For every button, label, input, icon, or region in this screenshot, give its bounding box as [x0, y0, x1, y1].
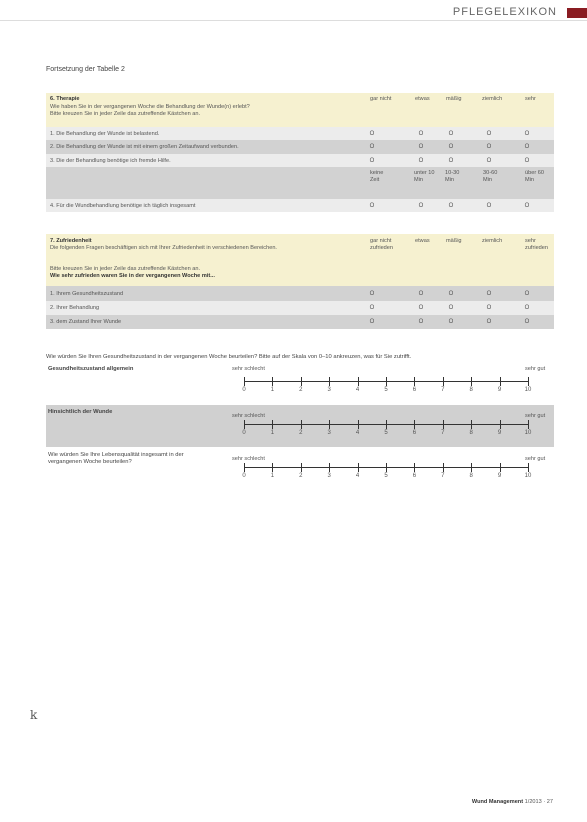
scale-number: 5 [384, 473, 388, 479]
scale-number: 8 [469, 473, 473, 479]
answer-circle[interactable]: O [369, 305, 375, 311]
scale-tick[interactable] [500, 377, 501, 386]
scale-number: 6 [412, 387, 417, 393]
row-label: 1. Die Behandlung der Wunde ist belastend. [50, 130, 160, 137]
scale-tick[interactable] [414, 420, 415, 429]
row-label: 3. dem Zustand Ihrer Wunde [50, 319, 122, 325]
scale-tick[interactable] [414, 377, 415, 386]
scale-tick[interactable] [471, 420, 472, 429]
answer-circle[interactable]: O [369, 202, 375, 209]
section-satisfaction [46, 234, 554, 329]
section-therapy-instruction: Bitte kreuzen Sie in jeder Zeile das zutreffende Kästchen an. [50, 111, 201, 117]
answer-circle[interactable]: O [524, 157, 530, 164]
scale-number: 7 [441, 387, 445, 393]
scale-number: 9 [497, 473, 502, 479]
scale-number: 0 [242, 473, 246, 479]
col-header: gar nicht zufrieden [370, 238, 394, 251]
scale-question: Wie würden Sie Ihre Lebensqualität insgesamt in der vergangenen Woche beurteilen? [48, 452, 184, 465]
answer-circle[interactable]: O [486, 305, 492, 311]
row-label: 2. Die Behandlung der Wunde ist mit einem großen Zeitaufwand verbunden. [50, 144, 239, 150]
scale-tick[interactable] [272, 463, 273, 472]
scale-number: 8 [469, 387, 473, 393]
scale-tick[interactable] [414, 463, 415, 472]
section-satisfaction-question: Wie sehr zufrieden waren Sie in der vergangenen Woche mit... [50, 273, 215, 279]
section-satisfaction-intro: Die folgenden Fragen beschäftigen sich mit Ihrer Zufriedenheit in verschiedenen Bereichen. [50, 245, 277, 251]
scale-tick[interactable] [329, 420, 330, 429]
col-header: ziemlich [482, 96, 503, 102]
time-header-row [46, 167, 554, 199]
row-label: 1. Ihrem Gesundheitszustand [50, 290, 124, 297]
answer-circle[interactable]: O [418, 144, 424, 150]
scale-question: Hinsichtlich der Wunde [48, 409, 113, 415]
scale-tick[interactable] [443, 420, 444, 429]
col-header: sehr [525, 96, 536, 102]
scale-number: 1 [270, 387, 275, 393]
time-col-header: keine Zeit [370, 170, 384, 183]
scale-tick[interactable] [500, 463, 501, 472]
header-color-tab [567, 8, 587, 18]
scale-tick[interactable] [272, 420, 273, 429]
footer-journal: Wund Management [471, 799, 524, 805]
scale-high-anchor: sehr gut [525, 456, 546, 462]
answer-circle[interactable]: O [448, 130, 454, 137]
scale-tick[interactable] [244, 463, 245, 472]
scale-number: 10 [524, 387, 532, 393]
table-row [46, 286, 554, 301]
col-header: etwas [415, 96, 430, 102]
page-footer [472, 799, 553, 805]
scale-question: Gesundheitszustand allgemein [48, 366, 134, 372]
scale-number: 8 [469, 430, 473, 436]
scale-number: 7 [441, 430, 445, 436]
answer-circle[interactable]: O [486, 130, 492, 137]
scale-number: 1 [270, 430, 275, 436]
scale-number: 3 [327, 387, 331, 393]
scale-tick[interactable] [358, 377, 359, 386]
footer-page-number: 27 [546, 799, 553, 805]
scale-tick[interactable] [244, 377, 245, 386]
col-header: sehr zufrieden [525, 238, 549, 251]
scale-tick[interactable] [329, 377, 330, 386]
scale-tick[interactable] [528, 377, 529, 386]
answer-circle[interactable]: O [524, 305, 530, 311]
scale-tick[interactable] [471, 463, 472, 472]
col-header: ziemlich [482, 238, 503, 244]
scale-number: 10 [524, 473, 532, 479]
answer-circle[interactable]: O [524, 144, 530, 150]
answer-circle[interactable]: O [369, 144, 375, 150]
answer-circle[interactable]: O [418, 202, 424, 209]
col-header: mäßig [446, 96, 462, 102]
scale-number: 2 [299, 430, 303, 436]
scale-tick[interactable] [528, 463, 529, 472]
answer-circle[interactable]: O [486, 319, 492, 325]
scale-number: 4 [355, 387, 360, 393]
scale-low-anchor: sehr schlecht [232, 366, 265, 372]
scale-intro-text: Wie würden Sie Ihren Gesundheitszustand in der vergangenen Woche beurteilen? Bitte auf der Skala von 0–10 ankreuzen, was für Sie zutrifft. [46, 354, 412, 360]
answer-circle[interactable]: O [448, 157, 454, 164]
answer-circle[interactable]: O [524, 290, 530, 297]
scale-high-anchor: sehr gut [525, 413, 546, 419]
answer-circle[interactable]: O [418, 319, 424, 325]
scale-tick[interactable] [358, 420, 359, 429]
scale-tick[interactable] [272, 377, 273, 386]
answer-circle[interactable]: O [418, 130, 424, 137]
journal-section-title: PFLEGELEXIKON [452, 6, 557, 18]
scale-number: 5 [384, 387, 388, 393]
col-header: gar nicht [370, 96, 392, 102]
answer-circle[interactable]: O [524, 130, 530, 137]
section-therapy-question: Wie haben Sie in der vergangenen Woche die Behandlung der Wunde(n) erlebt? [50, 104, 250, 110]
scale-tick[interactable] [244, 420, 245, 429]
scale-number: 9 [497, 430, 502, 436]
answer-circle[interactable]: O [486, 157, 492, 164]
row-label: 4. Für die Wundbehandlung benötige ich täglich insgesamt [50, 202, 196, 209]
section-satisfaction-title: 7. Zufriedenheit [50, 238, 92, 244]
scale-low-anchor: sehr schlecht [232, 456, 265, 462]
answer-circle[interactable]: O [524, 319, 530, 325]
scale-general-health [46, 362, 554, 404]
header-rule [0, 20, 587, 21]
col-header: mäßig [446, 238, 462, 244]
answer-circle[interactable]: O [486, 290, 492, 297]
scale-tick[interactable] [386, 420, 387, 429]
scale-tick[interactable] [301, 377, 302, 386]
time-col-header: unter 10 Min [414, 170, 435, 183]
scale-number: 1 [270, 473, 275, 479]
scale-number: 5 [384, 430, 388, 436]
table-row [46, 315, 554, 329]
scale-low-anchor: sehr schlecht [232, 413, 265, 419]
scale-number: 3 [327, 473, 331, 479]
section-therapy-title: 6. Therapie [50, 96, 80, 102]
row-label: 2. Ihrer Behandlung [50, 305, 100, 311]
scale-number: 2 [299, 387, 303, 393]
time-col-header: 10-30 Min [445, 170, 460, 183]
section-satisfaction-instruction: Bitte kreuzen Sie in jeder Zeile das zutreffende Kästchen an. [50, 266, 201, 272]
footer-issue: 1/2013 [524, 799, 542, 805]
answer-circle[interactable]: O [448, 202, 454, 209]
answer-circle[interactable]: O [448, 144, 454, 150]
scale-number: 6 [412, 430, 417, 436]
table-row [46, 154, 554, 167]
scale-tick[interactable] [329, 463, 330, 472]
answer-circle[interactable]: O [369, 157, 375, 164]
scale-quality-of-life [46, 448, 554, 490]
scale-tick[interactable] [358, 463, 359, 472]
handwritten-margin-mark: k [30, 708, 38, 722]
answer-circle[interactable]: O [418, 290, 424, 297]
scale-tick[interactable] [443, 377, 444, 386]
scale-number: 4 [355, 473, 360, 479]
row-label: 3. Die der Behandlung benötige ich fremde Hilfe. [50, 157, 171, 164]
scale-tick[interactable] [301, 420, 302, 429]
answer-circle[interactable]: O [448, 305, 454, 311]
answer-circle[interactable]: O [448, 290, 454, 297]
answer-circle[interactable]: O [369, 290, 375, 297]
answer-circle[interactable]: O [418, 157, 424, 164]
scale-tick[interactable] [500, 420, 501, 429]
scale-tick[interactable] [528, 420, 529, 429]
scale-number: 2 [299, 473, 303, 479]
scale-tick[interactable] [443, 463, 444, 472]
scale-number: 4 [355, 430, 360, 436]
time-col-header: über 60 Min [525, 170, 544, 183]
time-col-header: 30-60 Min [483, 170, 498, 183]
table-row [46, 140, 554, 154]
scale-wound [46, 405, 554, 447]
col-header: etwas [415, 238, 430, 244]
answer-circle[interactable]: O [369, 130, 375, 137]
answer-circle[interactable]: O [524, 202, 530, 209]
table-row [46, 127, 554, 140]
answer-circle[interactable]: O [448, 319, 454, 325]
section-satisfaction-header [46, 234, 554, 286]
answer-circle[interactable]: O [418, 305, 424, 311]
section-therapy-header [46, 93, 554, 127]
scale-tick[interactable] [301, 463, 302, 472]
scale-number: 0 [242, 430, 246, 436]
scale-tick[interactable] [386, 377, 387, 386]
scale-number: 10 [524, 430, 532, 436]
footer-separator: · [543, 799, 546, 805]
section-therapy [46, 93, 554, 212]
answer-circle[interactable]: O [369, 319, 375, 325]
scale-high-anchor: sehr gut [525, 366, 546, 372]
scale-number: 7 [441, 473, 445, 479]
table-row [46, 301, 554, 315]
scale-tick[interactable] [471, 377, 472, 386]
continuation-note: Fortsetzung der Tabelle 2 [46, 66, 125, 73]
scale-tick[interactable] [386, 463, 387, 472]
answer-circle[interactable]: O [486, 144, 492, 150]
table-row [46, 199, 554, 212]
answer-circle[interactable]: O [486, 202, 492, 209]
scale-number: 3 [327, 430, 331, 436]
scale-number: 0 [242, 387, 246, 393]
scale-number: 9 [497, 387, 502, 393]
scale-number: 6 [412, 473, 417, 479]
